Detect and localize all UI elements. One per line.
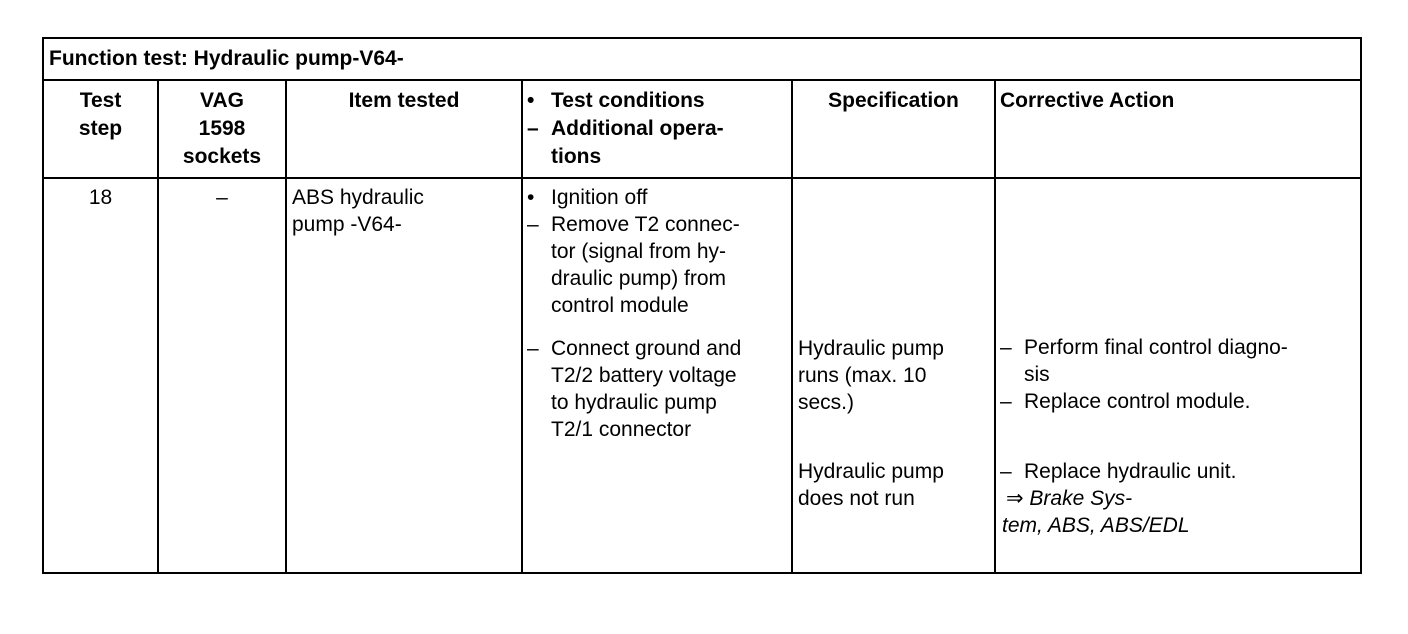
cell-test-step: 18 <box>88 186 113 209</box>
header-vag-sockets <box>159 87 285 171</box>
table-title: Function test: Hydraulic pump-V64- <box>44 39 1360 81</box>
column-divider <box>285 81 287 572</box>
header-corrective-action <box>1000 87 1360 115</box>
list-item <box>523 115 789 143</box>
list-item <box>523 87 789 115</box>
header-text: Additional opera- <box>551 117 724 140</box>
cell-text: ABS hydraulic <box>292 186 424 209</box>
dash-marker: – <box>1000 460 1012 483</box>
list-item <box>523 184 789 211</box>
cell-text: Perform final control diagno- <box>1024 336 1288 359</box>
list-item <box>996 388 1360 415</box>
dash-marker: – <box>527 337 539 360</box>
cell-conditions-b <box>523 335 789 443</box>
cell-text: pump -V64- <box>292 213 402 236</box>
list-item <box>996 361 1360 388</box>
bullet-marker: • <box>527 89 535 112</box>
list-item <box>996 334 1360 361</box>
dash-marker: – <box>1000 390 1012 413</box>
cell-text: Remove T2 connec- <box>551 213 740 236</box>
cell-action-a <box>996 334 1360 415</box>
list-item <box>523 211 789 238</box>
header-specification <box>793 87 994 115</box>
cell-text: Connect ground and <box>551 337 742 360</box>
cell-text: Ignition off <box>551 186 648 209</box>
reference-line: tem, ABS, ABS/EDL <box>1002 514 1190 537</box>
cell-text: draulic pump) from <box>551 267 727 290</box>
cell-spec-a <box>798 335 992 416</box>
dash-marker: – <box>527 117 539 140</box>
header-test-step <box>44 87 157 143</box>
cell-text: Replace control module. <box>1024 390 1251 413</box>
header-divider <box>44 177 1360 179</box>
list-item <box>523 389 789 416</box>
cell-text: secs.) <box>798 391 855 414</box>
list-item <box>523 362 789 389</box>
dash-marker: – <box>1000 336 1012 359</box>
cell-conditions-a <box>523 184 789 319</box>
header-text: tions <box>551 145 602 168</box>
cell-text: runs (max. 10 <box>798 364 927 387</box>
cell-text: does not run <box>798 487 915 510</box>
header-conditions <box>523 87 789 171</box>
cell-vag-sockets: – <box>216 186 228 209</box>
cell-action-b <box>996 458 1360 539</box>
header-item-tested <box>287 87 521 115</box>
list-item <box>523 238 789 265</box>
list-item <box>523 143 789 171</box>
cell-text: to hydraulic pump <box>551 391 717 414</box>
header-text: sockets <box>182 145 262 168</box>
cell-text: control module <box>551 294 689 317</box>
header-text: Item tested <box>348 89 460 112</box>
header-text: step <box>78 117 123 140</box>
dash-marker: – <box>527 213 539 236</box>
header-text: Test <box>79 89 122 112</box>
cell-text: T2/2 battery voltage <box>551 364 737 387</box>
list-item <box>523 335 789 362</box>
list-item <box>523 265 789 292</box>
bullet-marker: • <box>527 186 535 209</box>
list-item <box>523 416 789 443</box>
function-test-table <box>42 37 1362 574</box>
header-text: VAG <box>200 89 244 112</box>
cell-text: tor (signal from hy- <box>551 240 727 263</box>
header-text: Specification <box>828 89 959 112</box>
list-item <box>996 458 1360 485</box>
header-text: Corrective Action <box>1000 89 1175 112</box>
column-divider <box>791 81 793 572</box>
header-text: 1598 <box>198 117 246 140</box>
cell-item-tested <box>292 184 520 238</box>
cell-text: T2/1 connector <box>551 418 692 441</box>
cell-text: Hydraulic pump <box>798 460 944 483</box>
cell-text: Replace hydraulic unit. <box>1024 460 1237 483</box>
cell-text: sis <box>1024 363 1050 386</box>
cell-text: Hydraulic pump <box>798 337 944 360</box>
cell-spec-b <box>798 458 992 512</box>
reference-line: ⇒ Brake Sys- <box>1006 487 1133 510</box>
list-item <box>523 292 789 319</box>
header-text: Test conditions <box>551 89 705 112</box>
